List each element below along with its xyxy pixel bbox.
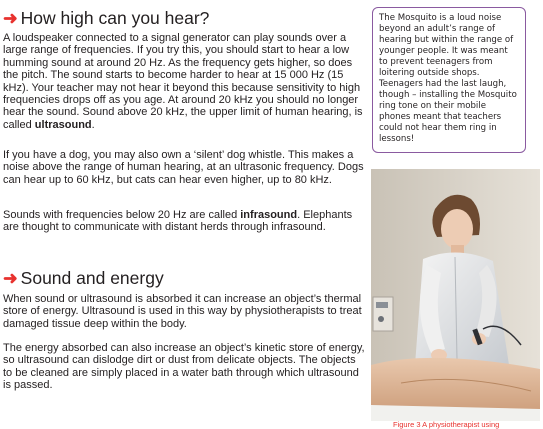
paragraph-text: . Elephants are thought to communicate with distant herds through infrasound. <box>3 209 353 234</box>
paragraph-text: The energy absorbed can also increase an object’s kinetic store of energy, so ultrasound can dislodge dirt or dust from delicate objects. The objects to be cleaned are simply placed in a water bath through which ultrasound is passed. <box>3 342 365 392</box>
paragraph <box>3 293 365 330</box>
paragraph <box>3 32 365 131</box>
paragraph <box>3 209 365 234</box>
section-heading <box>3 268 164 288</box>
paragraph-text: A loudspeaker connected to a signal generator can play sounds over a large range of frequencies. If you try this, you should start to hear a low humming sound at around 20 Hz. As the frequency gets higher, so does the pitch. The sound starts to become harder to hear at 15 000 Hz (15 kHz). Your teacher may not hear it beyond this because sensitivity to high frequencies drops off as you age. At around 20 kHz you should no longer hear the sound. Sound above 20 kHz, the upper limit of human hearing, is called <box>3 32 363 131</box>
right-arrow-icon: ➜ <box>3 8 18 28</box>
physiotherapist-photo <box>371 169 540 421</box>
keyword-infrasound: infrasound <box>240 209 298 221</box>
note-text: The Mosquito is a loud noise beyond an adult’s range of hearing but within the range of younger people. It was meant to prevent teenagers from loitering outside shops. Teenagers had the last laugh, though – installing the Mosquito ring tone on their mobile phones meant that teachers could not hear them ring in lessons! <box>379 13 517 144</box>
right-arrow-icon: ➜ <box>3 268 18 288</box>
paragraph-text: If you have a dog, you may also own a ‘silent’ dog whistle. This makes a noise above the range of human hearing, at an ultrasonic frequency. Dogs can hear up to 60 kHz, but cats can hear even higher, up to 80 kHz. <box>3 149 364 186</box>
paragraph <box>3 342 365 392</box>
section-heading-text: How high can you hear? <box>20 8 210 28</box>
mosquito-note-box <box>372 7 526 153</box>
paragraph-text: . <box>91 118 95 131</box>
section-heading-text: Sound and energy <box>20 268 164 288</box>
paragraph-text: When sound or ultrasound is absorbed it can increase an object’s thermal store of energy. Ultrasound is used in this way by physiotherapists to treat damaged tissue deep within the body. <box>3 293 362 330</box>
section-heading <box>3 8 209 28</box>
keyword-ultrasound: ultrasound <box>34 118 92 131</box>
paragraph <box>3 149 365 186</box>
figure-caption: Figure 3 A physiotherapist using <box>393 420 500 429</box>
paragraph-text: Sounds with frequencies below 20 Hz are called <box>3 209 241 221</box>
